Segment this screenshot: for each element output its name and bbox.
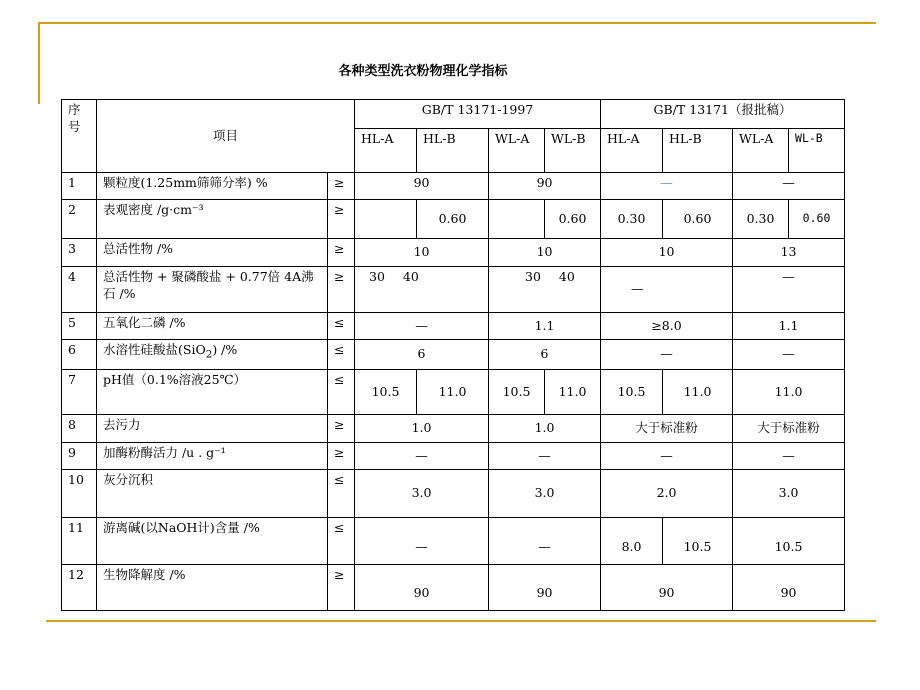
cell-value: 0.30	[601, 200, 663, 239]
row-operator: ≥	[328, 565, 355, 611]
row-number: 4	[62, 267, 97, 313]
cell-value: —	[355, 443, 489, 470]
cell-value: —	[355, 313, 489, 340]
row-item: 总活性物 /%	[97, 239, 328, 267]
header-seq: 序号	[62, 100, 97, 173]
header-row	[62, 100, 845, 129]
row-number: 10	[62, 470, 97, 518]
row-operator: ≥	[328, 443, 355, 470]
cell-value: —	[733, 443, 845, 470]
row-item: 去污力	[97, 415, 328, 443]
cell-value: 大于标准粉	[601, 415, 733, 443]
row-number: 3	[62, 239, 97, 267]
cell-value: 1.0	[489, 415, 601, 443]
row-item: pH值（0.1%溶液25℃）	[97, 370, 328, 415]
cell-value: 90	[355, 173, 489, 200]
item-text: 水溶性硅酸盐(SiO	[103, 342, 206, 357]
cell-value: —	[601, 267, 733, 313]
cell-value: 10.5	[663, 518, 733, 565]
cell-value-pair	[355, 267, 489, 313]
row-operator: ≤	[328, 518, 355, 565]
subhead: HL-B	[417, 129, 489, 173]
cell-value: 3.0	[355, 470, 489, 518]
table-row	[62, 443, 845, 470]
table-row	[62, 313, 845, 340]
row-operator: ≤	[328, 470, 355, 518]
cell-value: 0.60	[663, 200, 733, 239]
cell-value: 大于标准粉	[733, 415, 845, 443]
row-item: 灰分沉积	[97, 470, 328, 518]
header-std1: GB/T 13171-1997	[355, 100, 601, 129]
cell-value: —	[733, 340, 845, 370]
cell-value: 90	[355, 565, 489, 611]
cell-value: 0.60	[789, 200, 845, 239]
cell-value: 10.5	[355, 370, 417, 415]
page-title: 各种类型洗衣粉物理化学指标	[338, 64, 508, 79]
cell-value: 8.0	[601, 518, 663, 565]
cell-value: 10	[355, 239, 489, 267]
cell-value: 11.0	[545, 370, 601, 415]
header-std2: GB/T 13171（报批稿）	[601, 100, 845, 129]
cell-value: 10.5	[601, 370, 663, 415]
item-text: ) /%	[212, 342, 238, 357]
cell-value: 1.1	[733, 313, 845, 340]
row-item: 表观密度 /g·cm⁻³	[97, 200, 328, 239]
row-number: 12	[62, 565, 97, 611]
cell-value: 40	[402, 269, 419, 284]
table-row	[62, 518, 845, 565]
cell-value: 6	[489, 340, 601, 370]
cell-value: 11.0	[733, 370, 845, 415]
row-operator: ≤	[328, 370, 355, 415]
cell-value: —	[601, 443, 733, 470]
cell-value: —	[489, 518, 601, 565]
row-number: 5	[62, 313, 97, 340]
cell-value: 3.0	[733, 470, 845, 518]
cell-value: 13	[733, 239, 845, 267]
cell-value: 10.5	[733, 518, 845, 565]
cell-value	[355, 200, 417, 239]
cell-value: 1.0	[355, 415, 489, 443]
row-item: 五氧化二磷 /%	[97, 313, 328, 340]
cell-value: —	[489, 443, 601, 470]
decorative-bottom-line	[46, 620, 876, 622]
subhead: HL-A	[355, 129, 417, 173]
table-row	[62, 340, 845, 370]
cell-value: —	[733, 173, 845, 200]
table-row	[62, 239, 845, 267]
cell-value: 1.1	[489, 313, 601, 340]
cell-value: 2.0	[601, 470, 733, 518]
table-row	[62, 173, 845, 200]
row-item: 颗粒度(1.25mm筛筛分率) %	[97, 173, 328, 200]
cell-value: —	[355, 518, 489, 565]
row-number: 11	[62, 518, 97, 565]
cell-value: 90	[489, 565, 601, 611]
row-number: 1	[62, 173, 97, 200]
row-number: 7	[62, 370, 97, 415]
row-operator: ≤	[328, 340, 355, 370]
cell-value: 30	[369, 269, 385, 284]
subhead: WL-A	[489, 129, 545, 173]
row-operator: ≥	[328, 200, 355, 239]
table-row	[62, 565, 845, 611]
subhead: HL-B	[663, 129, 733, 173]
row-item: 游离碱(以NaOH计)含量 /%	[97, 518, 328, 565]
subhead: WL-B	[545, 129, 601, 173]
cell-value: 10.5	[489, 370, 545, 415]
header-item: 项目	[97, 100, 355, 173]
table-row	[62, 370, 845, 415]
cell-value: 10	[601, 239, 733, 267]
row-item: 生物降解度 /%	[97, 565, 328, 611]
cell-value: 10	[489, 239, 601, 267]
cell-value: 90	[489, 173, 601, 200]
cell-value: 0.30	[733, 200, 789, 239]
cell-value: 0.60	[545, 200, 601, 239]
table-row	[62, 415, 845, 443]
cell-value: 30	[525, 269, 541, 284]
row-item: 加酶粉酶活力 /u . g⁻¹	[97, 443, 328, 470]
row-item: 总活性物 + 聚磷酸盐 + 0.77倍 4A沸石 /%	[97, 267, 328, 313]
table-row	[62, 200, 845, 239]
row-operator: ≥	[328, 173, 355, 200]
index-table	[61, 99, 845, 611]
row-number: 9	[62, 443, 97, 470]
cell-value: 90	[733, 565, 845, 611]
table-row	[62, 470, 845, 518]
cell-value: 90	[601, 565, 733, 611]
cell-value: —	[601, 340, 733, 370]
cell-value: —	[733, 267, 845, 313]
subhead: WL-B	[789, 129, 845, 173]
row-operator: ≥	[328, 415, 355, 443]
cell-value: 0.60	[417, 200, 489, 239]
subhead: WL-A	[733, 129, 789, 173]
cell-value: 40	[558, 269, 575, 284]
cell-value: ≥8.0	[601, 313, 733, 340]
decorative-top-line	[38, 22, 876, 24]
row-operator: ≥	[328, 267, 355, 313]
cell-value: 11.0	[663, 370, 733, 415]
row-operator: ≤	[328, 313, 355, 340]
cell-value-pair	[489, 267, 601, 313]
cell-value: 6	[355, 340, 489, 370]
cell-value	[489, 200, 545, 239]
cell-value: —	[601, 173, 733, 200]
row-item	[97, 340, 328, 370]
item-subscript: 2	[205, 348, 213, 361]
subhead: HL-A	[601, 129, 663, 173]
row-number: 6	[62, 340, 97, 370]
table-row	[62, 267, 845, 313]
row-operator: ≥	[328, 239, 355, 267]
row-number: 2	[62, 200, 97, 239]
cell-value: 3.0	[489, 470, 601, 518]
cell-value: 11.0	[417, 370, 489, 415]
row-number: 8	[62, 415, 97, 443]
